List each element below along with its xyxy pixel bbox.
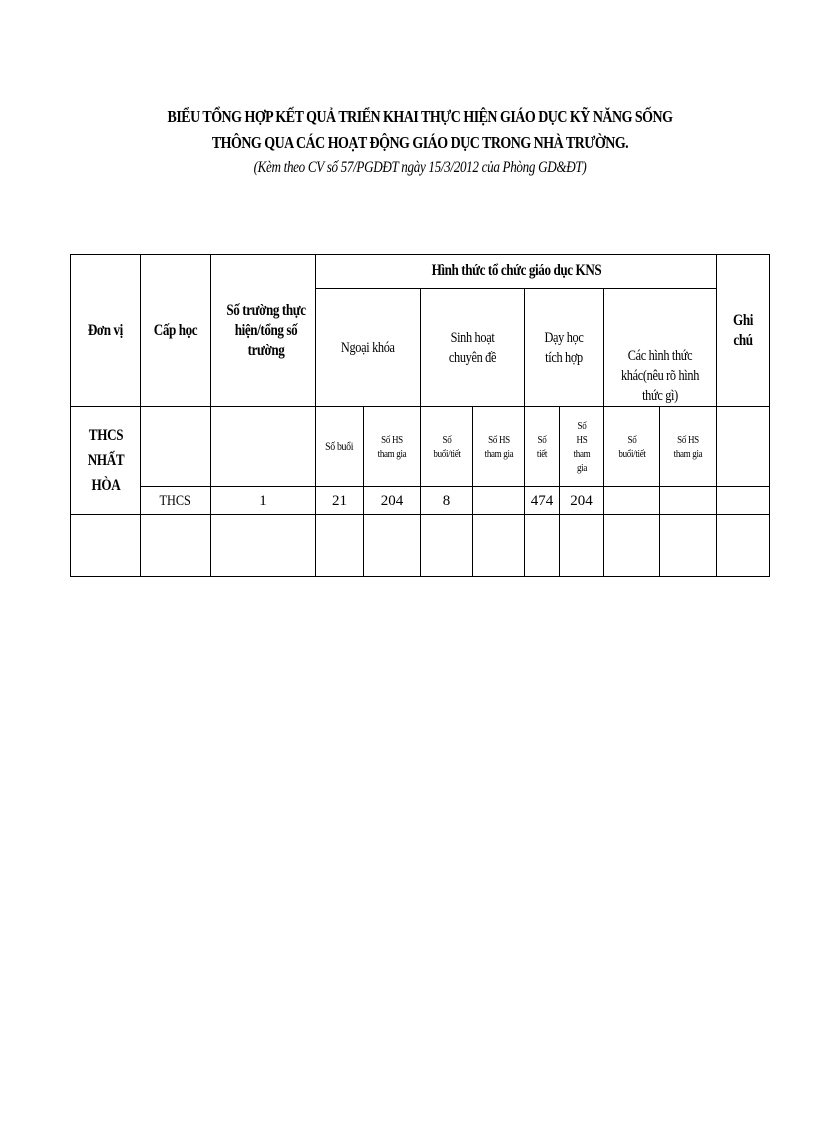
header-ngoai-khoa: Ngoại khóa — [316, 289, 421, 407]
cell-sinh-hoat-hs — [473, 487, 525, 515]
report-subtitle: (Kèm theo CV số 57/PGDĐT ngày 15/3/2012 của Phòng GD&ĐT) — [253, 159, 587, 176]
header-cap-hoc: Cấp học — [141, 255, 211, 407]
empty-cell — [473, 515, 525, 577]
cell-sinh-hoat-buoi: 8 — [421, 487, 473, 515]
report-table — [70, 254, 770, 577]
subheader-so-buoi: Số buổi — [316, 407, 364, 487]
subheader-empty-cap-hoc — [141, 407, 211, 487]
subheader-so-hs-khac: Số HS tham gia — [660, 407, 717, 487]
empty-cell — [421, 515, 473, 577]
cell-so-truong: 1 — [211, 487, 316, 515]
table-row-empty — [71, 515, 770, 577]
cell-ngoai-khoa-hs: 204 — [364, 487, 421, 515]
unit-name: THCS NHẤT HÒA — [71, 407, 141, 515]
subheader-empty-ghi-chu — [717, 407, 770, 487]
report-title-line-1: BIỂU TỔNG HỢP KẾT QUẢ TRIỂN KHAI THỰC HIỆN GIÁO DỤC KỸ NĂNG SỐNG — [167, 107, 673, 126]
subheader-so-hs-day-hoc: Số HS tham gia — [560, 407, 604, 487]
report-header — [0, 104, 816, 180]
subheader-so-buoi-tiet-sinh-hoat: Số buổi/tiết — [421, 407, 473, 487]
cell-day-hoc-hs: 204 — [560, 487, 604, 515]
empty-cell — [141, 515, 211, 577]
subheader-so-hs-ngoai-khoa: Số HS tham gia — [364, 407, 421, 487]
header-day-hoc: Dạy học tích hợp — [525, 289, 604, 407]
empty-cell — [717, 515, 770, 577]
header-sinh-hoat: Sinh hoạt chuyên đề — [421, 289, 525, 407]
cell-khac-hs — [660, 487, 717, 515]
header-cac-hinh-thuc: Các hình thức khác(nêu rõ hình thức gì) — [604, 289, 717, 407]
header-ghi-chu: Ghi chú — [717, 255, 770, 407]
report-title-line-2: THÔNG QUA CÁC HOẠT ĐỘNG GIÁO DỤC TRONG NHÀ TRƯỜNG. — [211, 133, 629, 152]
cell-day-hoc-tiet: 474 — [525, 487, 560, 515]
empty-cell — [316, 515, 364, 577]
empty-cell — [525, 515, 560, 577]
subheader-row — [71, 407, 770, 487]
subheader-so-hs-sinh-hoat: Số HS tham gia — [473, 407, 525, 487]
header-so-truong: Số trường thực hiện/tổng số trường — [211, 255, 316, 407]
empty-cell — [211, 515, 316, 577]
header-row-1 — [71, 255, 770, 289]
cell-ngoai-khoa-buoi: 21 — [316, 487, 364, 515]
empty-cell — [660, 515, 717, 577]
table-row — [71, 487, 770, 515]
empty-cell — [604, 515, 660, 577]
cell-khac-buoi — [604, 487, 660, 515]
empty-cell — [560, 515, 604, 577]
cell-ghi-chu — [717, 487, 770, 515]
subheader-so-buoi-tiet-khac: Số buổi/tiết — [604, 407, 660, 487]
header-hinh-thuc: Hình thức tổ chức giáo dục KNS — [316, 255, 717, 289]
empty-cell — [364, 515, 421, 577]
subheader-empty-so-truong — [211, 407, 316, 487]
cell-cap-hoc: THCS — [141, 487, 211, 515]
subheader-so-tiet: Số tiết — [525, 407, 560, 487]
empty-cell — [71, 515, 141, 577]
header-don-vi: Đơn vị — [71, 255, 141, 407]
